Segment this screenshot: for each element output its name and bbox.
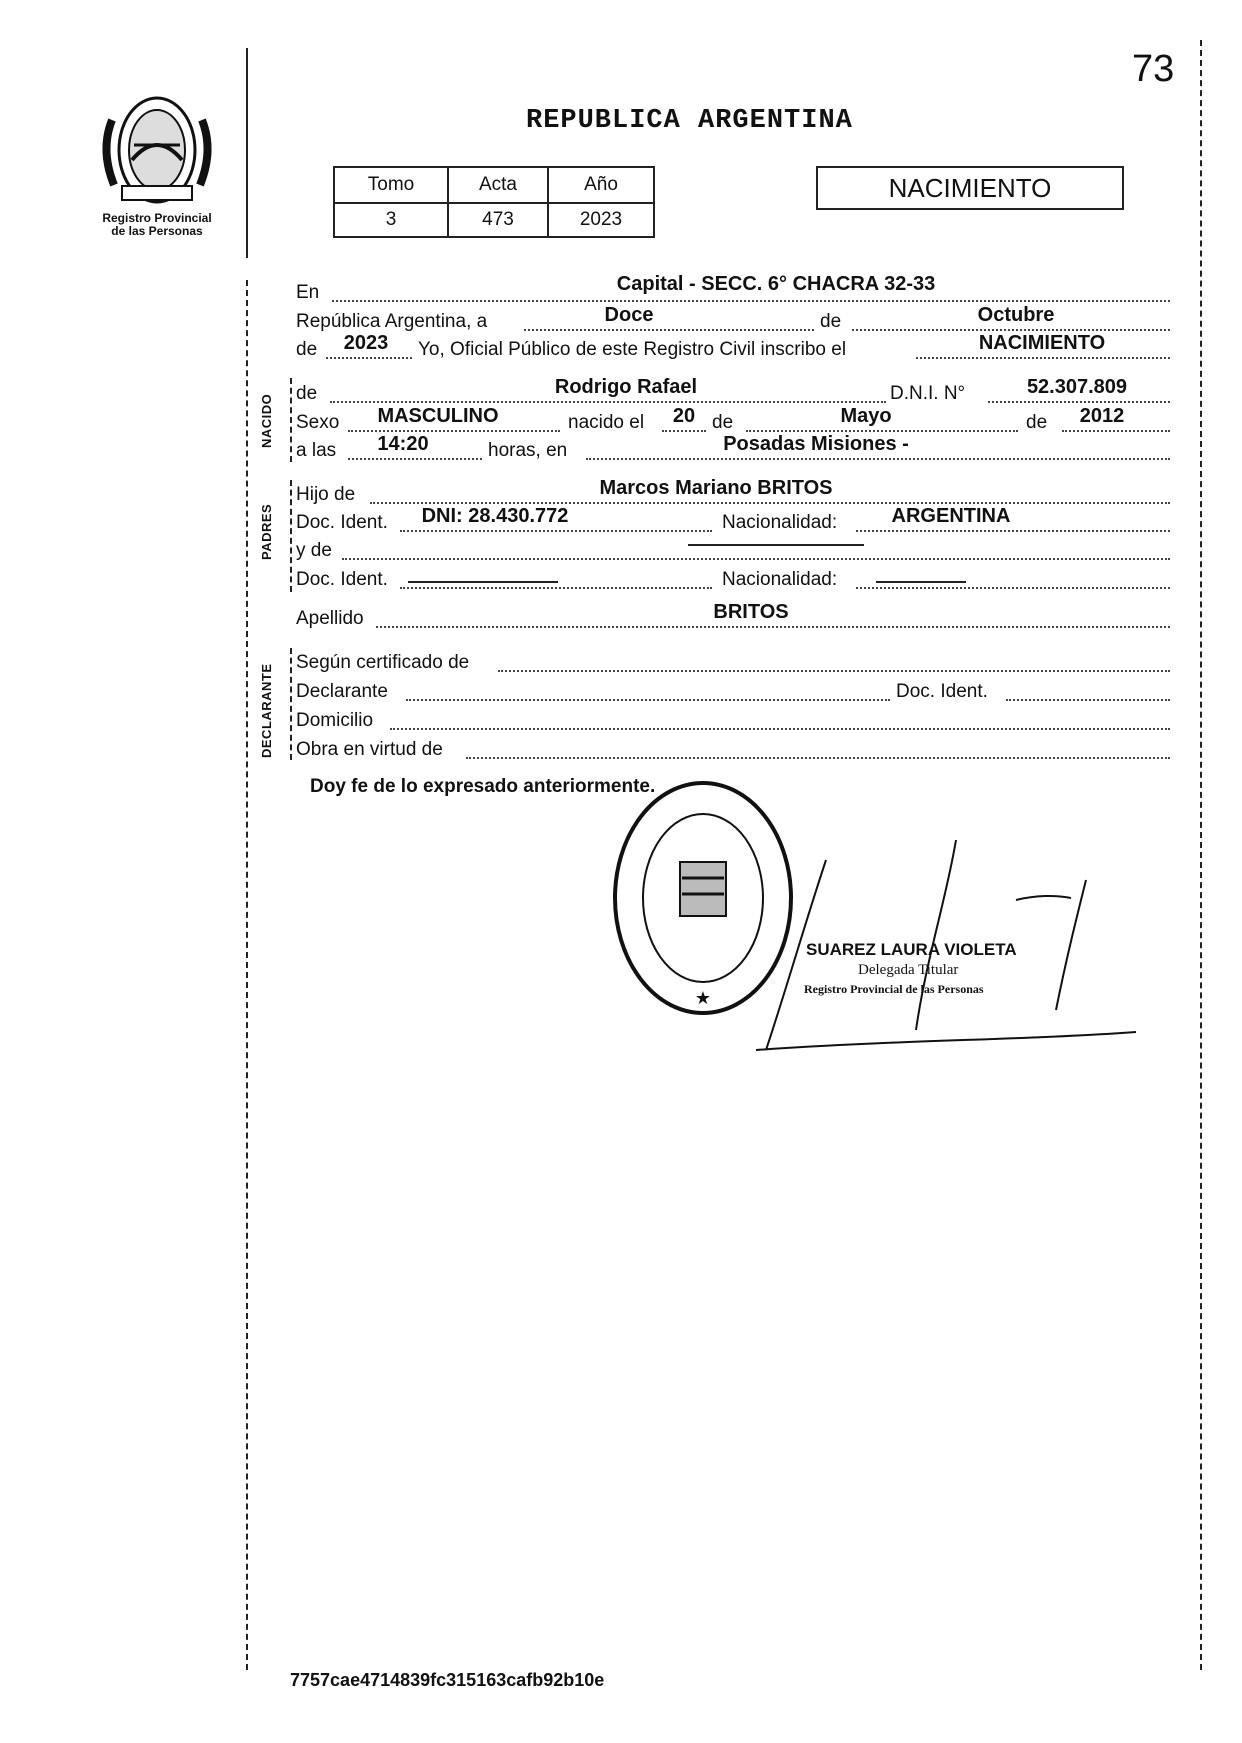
obra-label: Obra en virtud de: [296, 739, 443, 760]
signature-office: Registro Provincial de las Personas: [804, 982, 984, 996]
apellido-dotted-line: [376, 626, 1170, 628]
padre-dotted-line: [370, 502, 1170, 504]
signature-name: SUAREZ LAURA VIOLETA: [806, 940, 1017, 959]
sexo-value: MASCULINO: [377, 405, 499, 427]
provincial-seal-icon: [92, 90, 222, 210]
y-de-label: y de: [296, 540, 332, 561]
en-dotted-line: [332, 300, 1170, 302]
sexo-dotted-line: [348, 430, 560, 432]
row-hora: [296, 433, 1170, 464]
anio-value: 2023: [548, 203, 654, 237]
de-label-5: de: [1026, 412, 1048, 433]
padre-nac-value: ARGENTINA: [891, 505, 1011, 527]
registry-logo: [92, 90, 222, 210]
de-label-3: de: [296, 383, 318, 404]
en-value: Capital - SECC. 6° CHACRA 32-33: [616, 273, 936, 295]
hora-dotted-line: [348, 458, 482, 460]
logo-caption-line2: de las Personas: [111, 224, 203, 238]
anio-value-field: 2023: [343, 332, 389, 354]
padre-doc-value: DNI: 28.430.772: [421, 505, 569, 527]
madre-nac-dotted-line: [856, 587, 1170, 589]
logo-caption-line1: Registro Provincial: [102, 211, 212, 225]
right-margin-line: [1200, 40, 1202, 1670]
registry-table-header: [334, 167, 654, 203]
registry-table: [333, 166, 655, 238]
row-madre-doc: [296, 567, 1170, 593]
nombre-value: Rodrigo Rafael: [554, 376, 698, 398]
page-number: 73: [1132, 48, 1175, 90]
anio-header: Año: [548, 167, 654, 203]
en-label: En: [296, 282, 320, 303]
tomo-header: Tomo: [334, 167, 448, 203]
row-segun: [296, 650, 1170, 676]
decl-doc-dotted-line: [1006, 699, 1170, 701]
inscribo-dotted-line: [916, 357, 1170, 359]
nac-dia-dotted-line: [662, 430, 706, 432]
declarante-dotted-line: [406, 699, 890, 701]
lugar-dotted-line: [586, 458, 1170, 460]
madre-nac-blank: [876, 581, 966, 583]
section-tick-nacido: [290, 378, 292, 462]
mes-dotted-line: [852, 329, 1170, 331]
hijo-de-label: Hijo de: [296, 484, 356, 505]
hora-value: 14:20: [377, 433, 429, 455]
side-label-nacido: NACIDO: [259, 393, 274, 448]
inscribo-value: NACIMIENTO: [978, 332, 1106, 354]
de-label-4: de: [712, 412, 734, 433]
row-obra: [296, 737, 1170, 763]
republica-label: República Argentina, a: [296, 311, 488, 332]
row-oficial: [296, 332, 1170, 363]
left-margin-line-lower: [246, 280, 248, 1670]
nombre-dotted-line: [330, 401, 886, 403]
apellido-value: BRITOS: [713, 601, 789, 623]
madre-doc-blank: [408, 581, 558, 583]
nac-mes-dotted-line: [746, 430, 1018, 432]
madre-doc-dotted-line: [400, 587, 712, 589]
nacido-el-label: nacido el: [568, 412, 645, 433]
oficial-text: Yo, Oficial Público de este Registro Civil inscribo el: [418, 339, 847, 360]
sexo-label: Sexo: [296, 412, 340, 433]
nac-mes-value: Mayo: [840, 405, 892, 427]
side-label-declarante: DECLARANTE: [259, 663, 274, 758]
nac-anio-dotted-line: [1062, 430, 1170, 432]
dni-value: 52.307.809: [1026, 376, 1128, 398]
registry-table-values: [334, 203, 654, 237]
segun-dotted-line: [498, 670, 1170, 672]
decl-doc-label: Doc. Ident.: [896, 681, 988, 702]
row-en: [296, 273, 1170, 306]
mes-value: Octubre: [977, 304, 1055, 326]
dia-value: Doce: [604, 304, 654, 326]
dia-dotted-line: [524, 329, 814, 331]
de-label-2: de: [296, 339, 318, 360]
domicilio-dotted-line: [390, 728, 1170, 730]
segun-label: Según certificado de: [296, 652, 470, 673]
padre-nac-dotted-line: [856, 530, 1170, 532]
row-domicilio: [296, 708, 1170, 734]
document-hash: 7757cae4714839fc315163cafb92b10e: [290, 1670, 605, 1690]
domicilio-label: Domicilio: [296, 710, 374, 731]
left-margin-line: [246, 48, 248, 258]
row-apellido: [296, 601, 1170, 632]
row-padre-doc: [296, 505, 1170, 536]
closing-text: Doy fe de lo expresado anteriormente.: [310, 776, 656, 797]
obra-dotted-line: [466, 757, 1170, 759]
logo-caption: [72, 212, 242, 238]
apellido-label: Apellido: [296, 608, 364, 629]
side-label-padres: PADRES: [259, 503, 274, 560]
lugar-value: Posadas Misiones -: [723, 433, 909, 455]
row-y-de: [296, 538, 1170, 564]
nac-anio-value: 2012: [1079, 405, 1125, 427]
dni-dotted-line: [988, 401, 1170, 403]
section-tick-padres: [290, 480, 292, 592]
doc-ident-label-2: Doc. Ident.: [296, 569, 388, 590]
declarante-label: Declarante: [296, 681, 388, 702]
nacionalidad-label: Nacionalidad:: [722, 512, 838, 533]
svg-text:★: ★: [694, 988, 712, 1008]
doc-ident-label: Doc. Ident.: [296, 512, 388, 533]
a-las-label: a las: [296, 440, 337, 461]
padre-doc-dotted-line: [400, 530, 712, 532]
anio-dotted-line: [326, 357, 412, 359]
country-title: REPUBLICA ARGENTINA: [526, 106, 853, 136]
nacionalidad-label-2: Nacionalidad:: [722, 569, 838, 590]
dni-label: D.N.I. N°: [890, 383, 966, 404]
row-declarante: [296, 679, 1170, 705]
horas-en-label: horas, en: [488, 440, 568, 461]
record-type-box: NACIMIENTO: [816, 166, 1124, 210]
madre-dotted-line: [342, 558, 1170, 560]
signature-title: Delegada Titular: [858, 962, 959, 978]
nac-dia-value: 20: [672, 405, 696, 427]
acta-value: 473: [448, 203, 548, 237]
padre-value: Marcos Mariano BRITOS: [599, 477, 833, 499]
acta-header: Acta: [448, 167, 548, 203]
row-nombre: [296, 376, 1170, 407]
section-tick-declarante: [290, 648, 292, 760]
tomo-value: 3: [334, 203, 448, 237]
de-label: de: [820, 311, 842, 332]
